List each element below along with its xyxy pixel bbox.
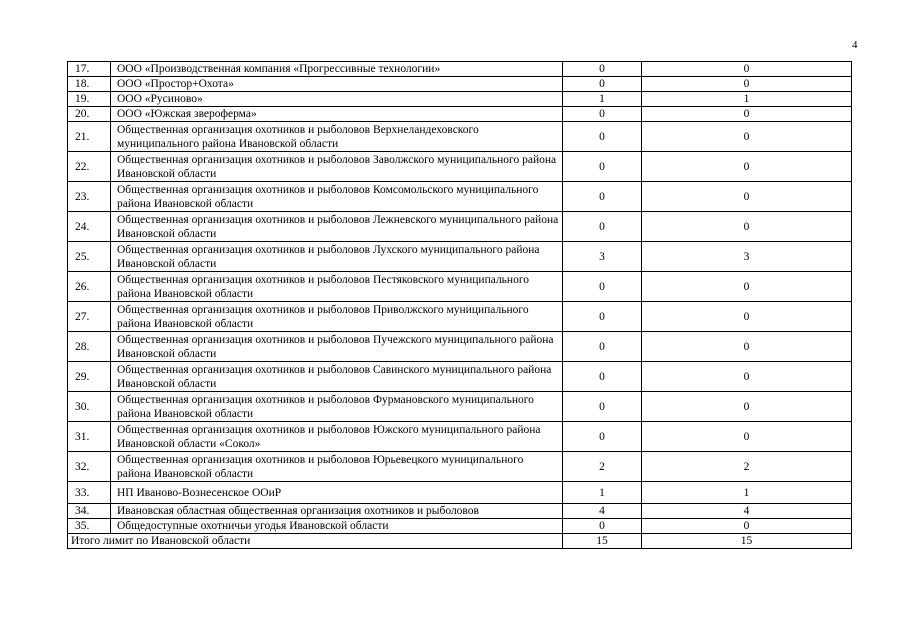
total-value-2: 15 (642, 534, 852, 549)
row-number: 19. (68, 92, 111, 107)
row-number: 28. (68, 332, 111, 362)
limit-value-1: 0 (563, 62, 642, 77)
table-row (68, 482, 852, 504)
total-value-1: 15 (563, 534, 642, 549)
organization-name: Общедоступные охотничьи угодья Ивановской области (111, 519, 563, 534)
row-number: 24. (68, 212, 111, 242)
limit-value-2: 0 (642, 332, 852, 362)
hunting-limits-table (67, 61, 852, 549)
row-number: 35. (68, 519, 111, 534)
row-number: 20. (68, 107, 111, 122)
limit-value-2: 0 (642, 77, 852, 92)
limit-value-1: 0 (563, 77, 642, 92)
row-number: 32. (68, 452, 111, 482)
table-row (68, 77, 852, 92)
limit-value-2: 0 (642, 107, 852, 122)
row-number: 29. (68, 362, 111, 392)
limit-value-2: 0 (642, 122, 852, 152)
limit-value-2: 0 (642, 212, 852, 242)
limit-value-1: 0 (563, 422, 642, 452)
organization-name: Общественная организация охотников и рыболовов Лухского муниципального района Ивановской области (111, 242, 563, 272)
row-number: 34. (68, 504, 111, 519)
row-number: 26. (68, 272, 111, 302)
organization-name: Общественная организация охотников и рыболовов Комсомольского муниципального района Ивановской области (111, 182, 563, 212)
limit-value-2: 1 (642, 482, 852, 504)
table-row (68, 504, 852, 519)
table-row (68, 392, 852, 422)
table-row (68, 242, 852, 272)
limit-value-1: 0 (563, 362, 642, 392)
limit-value-2: 0 (642, 362, 852, 392)
limit-value-1: 0 (563, 519, 642, 534)
table-row (68, 362, 852, 392)
row-number: 31. (68, 422, 111, 452)
limit-value-1: 0 (563, 392, 642, 422)
table-body (68, 62, 852, 549)
table-row (68, 519, 852, 534)
limit-value-2: 0 (642, 519, 852, 534)
limit-value-1: 0 (563, 152, 642, 182)
limit-value-2: 3 (642, 242, 852, 272)
limit-value-2: 0 (642, 272, 852, 302)
limit-value-1: 0 (563, 107, 642, 122)
organization-name: Общественная организация охотников и рыболовов Пестяковского муниципального района Ивановской области (111, 272, 563, 302)
limit-value-1: 1 (563, 482, 642, 504)
table-row (68, 62, 852, 77)
limit-value-2: 4 (642, 504, 852, 519)
limit-value-1: 0 (563, 122, 642, 152)
row-number: 22. (68, 152, 111, 182)
row-number: 21. (68, 122, 111, 152)
organization-name: Ивановская областная общественная организация охотников и рыболовов (111, 504, 563, 519)
row-number: 25. (68, 242, 111, 272)
limit-value-1: 4 (563, 504, 642, 519)
limit-value-2: 0 (642, 392, 852, 422)
row-number: 30. (68, 392, 111, 422)
organization-name: Общественная организация охотников и рыболовов Пучежского муниципального района Ивановской области (111, 332, 563, 362)
limit-value-1: 0 (563, 182, 642, 212)
row-number: 33. (68, 482, 111, 504)
table-row (68, 272, 852, 302)
row-number: 18. (68, 77, 111, 92)
table-row (68, 212, 852, 242)
table-row (68, 152, 852, 182)
limit-value-1: 0 (563, 302, 642, 332)
limit-value-2: 1 (642, 92, 852, 107)
table-row (68, 302, 852, 332)
total-label: Итого лимит по Ивановской области (68, 534, 563, 549)
limit-value-1: 2 (563, 452, 642, 482)
organization-name: Общественная организация охотников и рыболовов Юрьевецкого муниципального района Ивановской области (111, 452, 563, 482)
organization-name: Общественная организация охотников и рыболовов Лежневского муниципального района Ивановской области (111, 212, 563, 242)
limit-value-1: 0 (563, 332, 642, 362)
total-row (68, 534, 852, 549)
organization-name: Общественная организация охотников и рыболовов Приволжского муниципального района Ивановской области (111, 302, 563, 332)
table-row (68, 107, 852, 122)
table-row (68, 332, 852, 362)
row-number: 27. (68, 302, 111, 332)
limit-value-2: 0 (642, 302, 852, 332)
organization-name: Общественная организация охотников и рыболовов Верхнеландеховского муниципального района Ивановской области (111, 122, 563, 152)
limit-value-1: 0 (563, 272, 642, 302)
table-row (68, 92, 852, 107)
organization-name: Общественная организация охотников и рыболовов Савинского муниципального района Ивановской области (111, 362, 563, 392)
organization-name: Общественная организация охотников и рыболовов Южского муниципального района Ивановской области «Сокол» (111, 422, 563, 452)
organization-name: НП Иваново-Вознесенское ООиР (111, 482, 563, 504)
organization-name: ООО «Русиново» (111, 92, 563, 107)
organization-name: ООО «Южская звероферма» (111, 107, 563, 122)
row-number: 23. (68, 182, 111, 212)
limit-value-1: 0 (563, 212, 642, 242)
limit-value-1: 3 (563, 242, 642, 272)
limit-value-2: 2 (642, 452, 852, 482)
organization-name: ООО «Производственная компания «Прогрессивные технологии» (111, 62, 563, 77)
limit-value-2: 0 (642, 182, 852, 212)
table-row (68, 422, 852, 452)
table-row (68, 452, 852, 482)
table-row (68, 122, 852, 152)
limit-value-1: 1 (563, 92, 642, 107)
table-row (68, 182, 852, 212)
row-number: 17. (68, 62, 111, 77)
organization-name: Общественная организация охотников и рыболовов Фурмановского муниципального района Ивановской области (111, 392, 563, 422)
page-number: 4 (852, 39, 858, 51)
organization-name: Общественная организация охотников и рыболовов Заволжского муниципального района Ивановской области (111, 152, 563, 182)
organization-name: ООО «Простор+Охота» (111, 77, 563, 92)
limit-value-2: 0 (642, 62, 852, 77)
limit-value-2: 0 (642, 152, 852, 182)
limit-value-2: 0 (642, 422, 852, 452)
